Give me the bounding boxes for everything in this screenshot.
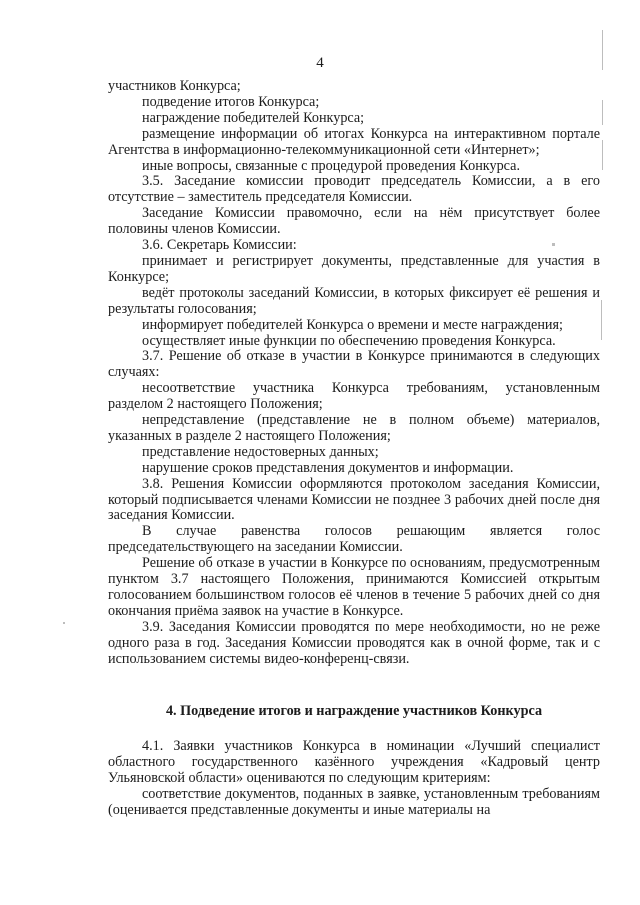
scan-margin-line bbox=[602, 140, 603, 170]
paragraph: непредставление (представление не в полном объеме) материалов, указанных в разделе 2 настоящего Положения; bbox=[108, 412, 600, 444]
paragraph: нарушение сроков представления документов и информации. bbox=[142, 459, 514, 476]
paragraph: принимает и регистрирует документы, представленные для участия в Конкурсе; bbox=[108, 252, 600, 285]
scan-margin-line bbox=[601, 300, 602, 340]
paragraph: Решение об отказе в участии в Конкурсе по основаниям, предусмотренным пунктом 3.7 настоящего Положения, принимаются Комиссией открытым голосованием большинством голосов её членов в течение 5 рабочих дней со дня окончания приёма заявок на участие в Конкурсе. bbox=[108, 555, 600, 619]
section-3-body bbox=[108, 79, 600, 668]
scan-margin-line bbox=[602, 30, 603, 70]
paragraph: размещение информации об итогах Конкурса на интерактивном портале Агентства в информационно-телекоммуникационной сети «Интернет»; bbox=[108, 125, 600, 158]
paragraph: иные вопросы, связанные с процедурой проведения Конкурса. bbox=[142, 157, 520, 174]
paragraph: 3.9. Заседания Комиссии проводятся по мере необходимости, но не реже одного раза в год. Заседания Комиссии проводятся как в очной форме, так и с использованием системы видео-конференц-связи. bbox=[108, 618, 600, 667]
paragraph: 4.1. Заявки участников Конкурса в номинации «Лучший специалист областного государственного казённого учреждения «Кадровый центр Ульяновской области» оцениваются по следующим критериям: bbox=[108, 738, 600, 786]
paragraph: несоответствие участника Конкурса требованиям, установленным разделом 2 настоящего Положения; bbox=[108, 380, 600, 413]
paragraph: 3.8. Решения Комиссии оформляются протоколом заседания Комиссии, который подписывается членами Комиссии не позднее 3 рабочих дней после дня заседания Комиссии. bbox=[108, 475, 600, 524]
scan-margin-line bbox=[602, 100, 603, 125]
paragraph: 3.5. Заседание комиссии проводит председатель Комиссии, а в его отсутствие – заместитель председателя Комиссии. bbox=[108, 173, 600, 206]
paragraph: информирует победителей Конкурса о времени и месте награждения; bbox=[142, 316, 563, 333]
paragraph: подведение итогов Конкурса; bbox=[142, 93, 320, 110]
paragraph: 3.7. Решение об отказе в участии в Конкурсе принимаются в следующих случаях: bbox=[108, 348, 600, 381]
scan-dot bbox=[63, 622, 65, 624]
section-heading: 4. Подведение итогов и награждение участников Конкурса bbox=[165, 703, 543, 719]
paragraph: награждение победителей Конкурса; bbox=[142, 109, 365, 126]
paragraph: Заседание Комиссии правомочно, если на нём присутствует более половины членов Комиссии. bbox=[108, 205, 600, 238]
scan-dot bbox=[552, 243, 555, 246]
paragraph: участников Конкурса; bbox=[108, 78, 241, 94]
paragraph: представление недостоверных данных; bbox=[142, 443, 379, 460]
paragraph: ведёт протоколы заседаний Комиссии, в которых фиксирует её решения и результаты голосования; bbox=[108, 284, 600, 317]
paragraph: В случае равенства голосов решающим является голос председательствующего на заседании Комиссии. bbox=[108, 523, 600, 556]
paragraph: 3.6. Секретарь Комиссии: bbox=[142, 237, 297, 254]
section-4-body bbox=[108, 739, 600, 819]
page-number: 4 bbox=[316, 55, 324, 71]
paragraph: осуществляет иные функции по обеспечению проведения Конкурса. bbox=[142, 332, 556, 349]
paragraph: соответствие документов, поданных в заявке, установленным требованиям (оценивается представленные документы и иные материалы на bbox=[108, 785, 600, 818]
